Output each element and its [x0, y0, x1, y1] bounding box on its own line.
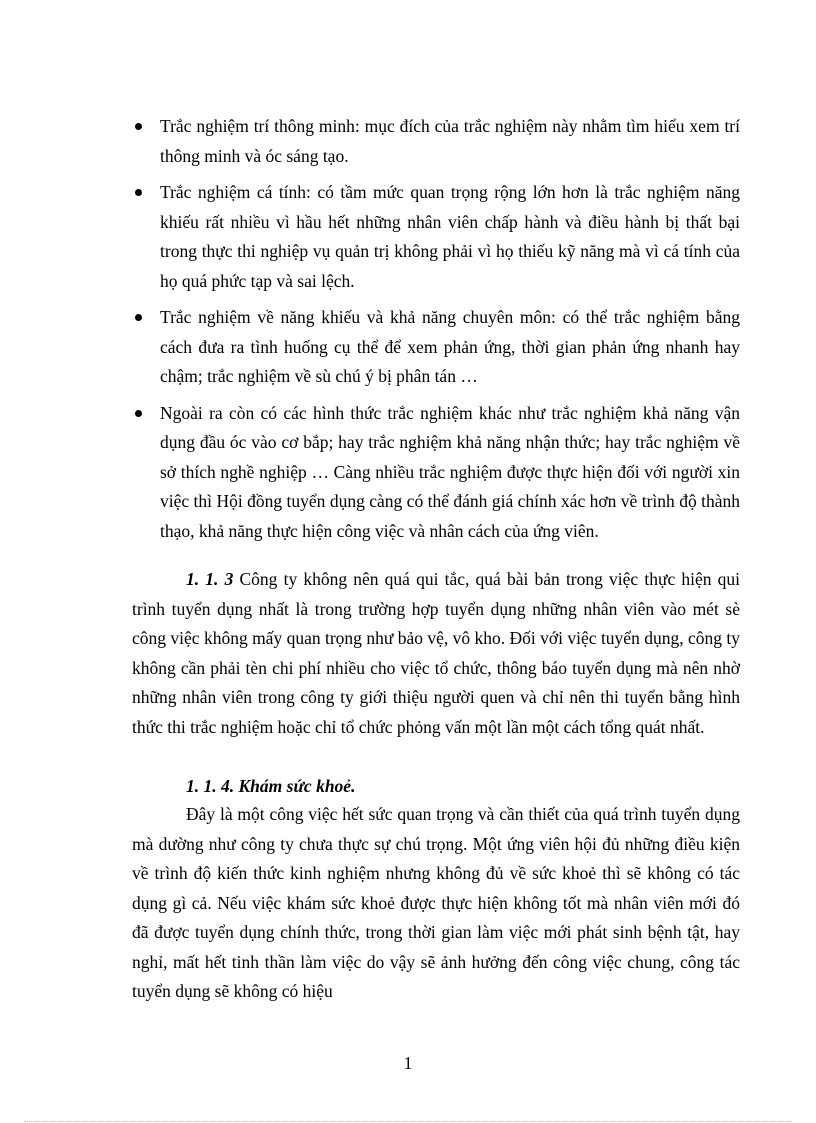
bullet-text: Trắc nghiệm về năng khiếu và khả năng chuyên môn: có thể trắc nghiệm bằng cách đưa ra tình huống cụ thể để xem phản ứng, thời gian phản ứng nhanh hay chậm; trắc nghiệm về sù chú ý bị phân tán … [160, 307, 740, 386]
section-1-1-3-text: Công ty không nên quá qui tắc, quá bài bản trong việc thực hiện qui trình tuyển dụng nhất là trong trường hợp tuyển dụng những nhân viên vào mét sè công việc không mấy quan trọng như bảo vệ, vô kho. Đối với việc tuyển dụng, công ty không cần phải tèn chi phí nhiều cho việc tổ chức, thông báo tuyển dụng mà nên nhờ những nhân viên trong công ty giới thiệu người quen và chỉ nên thi tuyển bằng hình thức thi trắc nghiệm hoặc chỉ tổ chức phỏng vấn một lần một cách tổng quát nhất. [132, 569, 741, 737]
bullet-item [132, 303, 740, 392]
bullet-icon [135, 314, 142, 321]
bullet-item [132, 178, 740, 296]
section-1-1-4-paragraph: Đây là một công việc hết sức quan trọng và cần thiết của quá trình tuyển dụng mà dường như công ty chưa thực sự chú trọng. Một ứng viên hội đủ những điều kiện về trình độ kiến thức kinh nghiệm nhưng không đủ về sức khoẻ thì sẽ không có tác dụng gì cả. Nếu việc khám sức khoẻ được thực hiện không tốt mà nhân viên mới đó đã được tuyển dụng chính thức, trong thời gian làm việc mới phát sinh bệnh tật, hay nghỉ, mất hết tinh thần làm việc do vậy sẽ ảnh hưởng đến công việc chung, công tác tuyển dụng sẽ không có hiệu [132, 804, 740, 1001]
section-1-1-3-paragraph [132, 565, 740, 742]
bullet-list [132, 112, 740, 553]
page-bottom-divider [24, 1121, 792, 1122]
section-1-1-4-heading: 1. 1. 4. Khám sức khoẻ. [186, 776, 356, 796]
bullet-text: Trắc nghiệm cá tính: có tầm mức quan trọng rộng lớn hơn là trắc nghiệm năng khiếu rất nhiều vì hầu hết những nhân viên chấp hành và điều hành bị thất bại trong thực thi nghiệp vụ quản trị không phải vì họ thiếu kỹ năng mà vì cá tính của họ quá phức tạp và sai lệch. [160, 182, 740, 291]
page-number: 1 [403, 1053, 413, 1073]
bullet-text: Trắc nghiệm trí thông minh: mục đích của trắc nghiệm này nhằm tìm hiểu xem trí thông minh và óc sáng tạo. [160, 116, 740, 166]
bullet-icon [135, 123, 142, 130]
bullet-text: Ngoài ra còn có các hình thức trắc nghiệm khác như trắc nghiệm khả năng vận dụng đầu óc vào cơ bắp; hay trắc nghiệm khả năng nhận thức; hay trắc nghiệm về sở thích nghề nghiệp … Càng nhiều trắc nghiệm được thực hiện đối với người xin việc thì Hội đồng tuyển dụng càng có thể đánh giá chính xác hơn về trình độ thành thạo, khả năng thực hiện công việc và nhân cách của ứng viên. [160, 402, 740, 541]
bullet-item [132, 112, 740, 171]
bullet-icon [135, 189, 142, 196]
bullet-icon [135, 410, 142, 417]
section-1-1-3-number: 1. 1. 3 [186, 569, 234, 589]
bullet-item [132, 399, 740, 547]
